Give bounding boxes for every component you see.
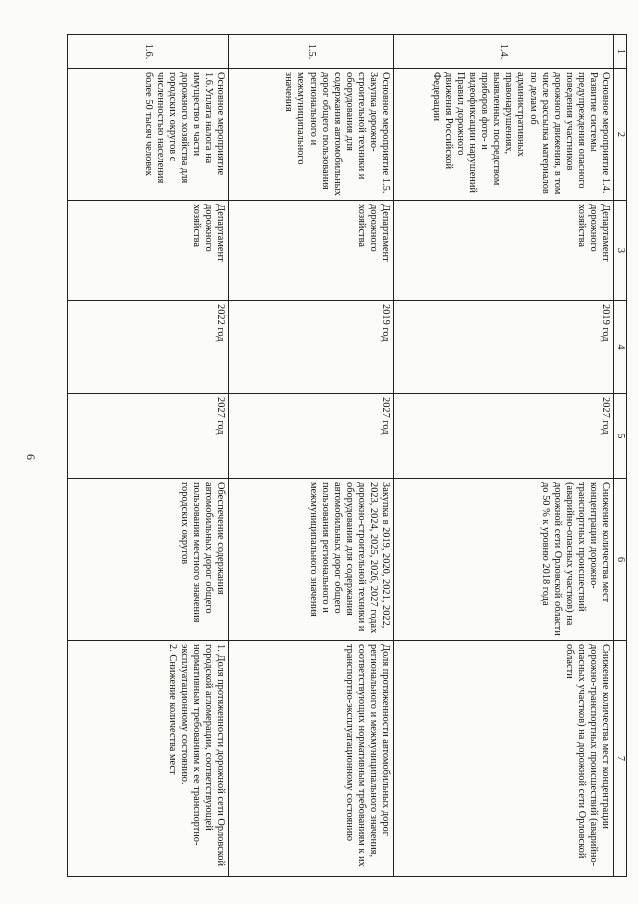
indicator: Доля протяженности автомобильных дорог регионального и межмуниципального значения, соответствующих нормативным требованиям к их транспортно-эксплуатационному состоянию (228, 641, 393, 877)
table-row (393, 35, 613, 877)
executor: Департамент дорожного хозяйства (393, 201, 613, 301)
measure-name: Основное мероприятие 1.6.Уплата налога на имущество в части дорожного хозяйства для городских округов с численностью населения более 50 тысяч человек (68, 69, 229, 201)
table-row (68, 35, 229, 877)
table-row (228, 35, 393, 877)
executor: Департамент дорожного хозяйства (228, 201, 393, 301)
header-col-1: 1 (613, 35, 626, 69)
start-year: 2019 год (393, 301, 613, 394)
rotated-table-container (67, 34, 627, 876)
indicator: 1. Доля протяженности дорожной сети Орловской городской агломерации, соответствующей нормативным требованиям к ее транспортно-эксплуатационному состоянию. 2. Снижение количества мест (68, 641, 229, 877)
row-number: 1.4. (393, 35, 613, 69)
start-year: 2019 год (228, 301, 393, 394)
end-year: 2027 год (228, 394, 393, 479)
header-col-2: 2 (613, 69, 626, 201)
row-number: 1.5. (228, 35, 393, 69)
executor: Департамент дорожного хозяйства (68, 201, 229, 301)
end-year: 2027 год (68, 394, 229, 479)
header-col-4: 4 (613, 301, 626, 394)
header-row (613, 35, 626, 877)
measure-name: Основное мероприятие 1.5. Закупка дорожно-строительной техники и оборудования для содержания автомобильных дорог общего пользования регионального и межмуниципального значения (228, 69, 393, 201)
expected-result: Закупка в 2019, 2020, 2021, 2022, 2023, 2024, 2025, 2026, 2027 годах дорожно-строительной техники и оборудования для содержания автомобильных дорог общего пользования регионального и межмуниципального значения (228, 479, 393, 641)
measure-name: Основное мероприятие 1.4. Развитие системы предупреждения опасного поведения участников дорожного движения, в том числе рассылка материалов по делам об административных правонарушениях, выявленных посредством приборов фото- и видеофиксации нарушений Правил дорожного движения Российской Федерации (393, 69, 613, 201)
indicator: Снижение количества мест концентрации дорожно-транспортных происшествий (аварийно-опасных участков) на дорожной сети Орловской области (393, 641, 613, 877)
header-col-6: 6 (613, 479, 626, 641)
expected-result: Обеспечение содержания автомобильных дорог общего пользования местного значения городских округов (68, 479, 229, 641)
header-col-3: 3 (613, 201, 626, 301)
header-col-7: 7 (613, 641, 626, 877)
row-number: 1.6. (68, 35, 229, 69)
measures-table (67, 34, 627, 877)
end-year: 2027 год (393, 394, 613, 479)
expected-result: Снижение количества мест концентрации дорожно-транспортных происшествий (аварийно-опасных участков) на дорожной сети Орловской области до 50 % к уровню 2018 года (393, 479, 613, 641)
page-number: 6 (24, 454, 38, 460)
header-col-5: 5 (613, 394, 626, 479)
start-year: 2022 год (68, 301, 229, 394)
